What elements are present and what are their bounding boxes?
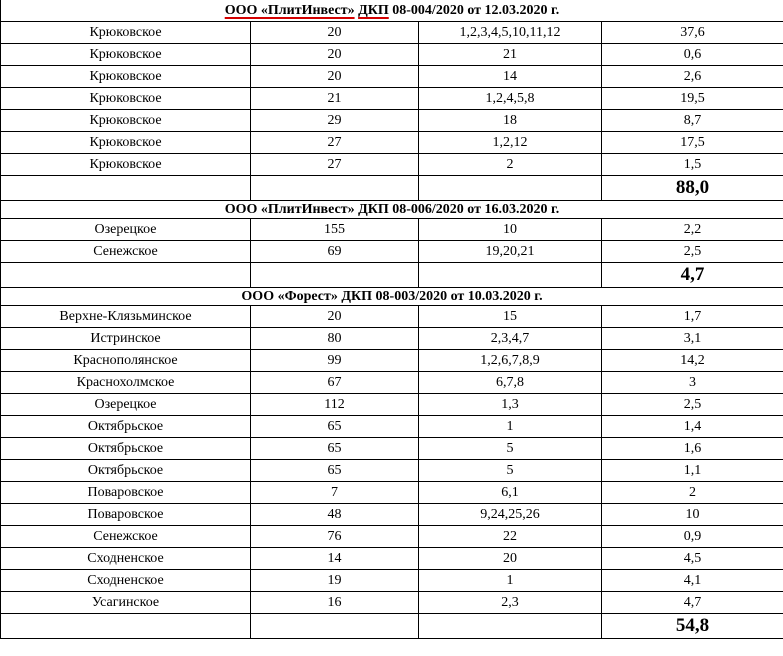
forestry-cell: Озерецкое (1, 394, 251, 416)
area-cell: 1,4 (602, 416, 783, 438)
plots-cell: 21 (419, 44, 602, 66)
total-area-cell: 4,7 (602, 263, 783, 288)
plots-cell: 2 (419, 154, 602, 176)
section-header (1, 288, 783, 306)
quarter-cell: 69 (251, 241, 419, 263)
forestry-cell: Крюковское (1, 44, 251, 66)
quarter-cell: 14 (251, 548, 419, 570)
empty-cell (251, 176, 419, 201)
plots-cell: 5 (419, 438, 602, 460)
plots-cell: 19,20,21 (419, 241, 602, 263)
plots-cell: 6,1 (419, 482, 602, 504)
table-row (1, 460, 783, 482)
quarter-cell: 112 (251, 394, 419, 416)
area-cell: 19,5 (602, 88, 783, 110)
area-cell: 14,2 (602, 350, 783, 372)
area-cell: 2,5 (602, 394, 783, 416)
forestry-cell: Поваровское (1, 482, 251, 504)
area-cell: 3 (602, 372, 783, 394)
table-row (1, 372, 783, 394)
quarter-cell: 67 (251, 372, 419, 394)
section-header-cell: ООО «ПлитИнвест» ДКП 08-006/2020 от 16.03.2020 г. (1, 201, 783, 219)
table-row (1, 504, 783, 526)
plots-cell: 1,2,6,7,8,9 (419, 350, 602, 372)
quarter-cell: 65 (251, 438, 419, 460)
plots-cell: 1 (419, 570, 602, 592)
empty-cell (1, 176, 251, 201)
plots-cell: 1,3 (419, 394, 602, 416)
forestry-cell: Верхне-Клязьминское (1, 306, 251, 328)
area-cell: 17,5 (602, 132, 783, 154)
section-header-cell (1, 0, 783, 22)
forestry-cell: Сенежское (1, 526, 251, 548)
quarter-cell: 29 (251, 110, 419, 132)
total-row (1, 176, 783, 201)
plots-cell: 5 (419, 460, 602, 482)
forestry-cell: Октябрьское (1, 438, 251, 460)
quarter-cell: 16 (251, 592, 419, 614)
forestry-cell: Крюковское (1, 22, 251, 44)
plots-cell: 2,3,4,7 (419, 328, 602, 350)
area-cell: 1,7 (602, 306, 783, 328)
table-row (1, 88, 783, 110)
quarter-cell: 99 (251, 350, 419, 372)
area-cell: 3,1 (602, 328, 783, 350)
quarter-cell: 27 (251, 154, 419, 176)
forestry-cell: Крюковское (1, 66, 251, 88)
total-area-cell: 88,0 (602, 176, 783, 201)
area-cell: 4,1 (602, 570, 783, 592)
empty-cell (419, 263, 602, 288)
quarter-cell: 48 (251, 504, 419, 526)
quarter-cell: 19 (251, 570, 419, 592)
table-row (1, 132, 783, 154)
area-cell: 2,6 (602, 66, 783, 88)
plots-cell: 20 (419, 548, 602, 570)
area-cell: 8,7 (602, 110, 783, 132)
company-name-underlined: ООО «ПлитИнвест» (224, 3, 355, 18)
quarter-cell: 76 (251, 526, 419, 548)
quarter-cell: 155 (251, 219, 419, 241)
plots-cell: 2,3 (419, 592, 602, 614)
table-row (1, 66, 783, 88)
plots-cell: 22 (419, 526, 602, 548)
plots-cell: 1,2,12 (419, 132, 602, 154)
table-row (1, 416, 783, 438)
area-cell: 2 (602, 482, 783, 504)
table-row (1, 592, 783, 614)
table-row (1, 482, 783, 504)
area-cell: 0,9 (602, 526, 783, 548)
section-header-cell: ООО «Форест» ДКП 08-003/2020 от 10.03.2020 г. (1, 288, 783, 306)
forestry-cell: Сенежское (1, 241, 251, 263)
table-row (1, 154, 783, 176)
table-row (1, 394, 783, 416)
plots-cell: 10 (419, 219, 602, 241)
empty-cell (251, 614, 419, 639)
area-cell: 2,2 (602, 219, 783, 241)
forestry-cell: Озерецкое (1, 219, 251, 241)
area-cell: 0,6 (602, 44, 783, 66)
plots-cell: 9,24,25,26 (419, 504, 602, 526)
quarter-cell: 20 (251, 66, 419, 88)
table-row (1, 306, 783, 328)
forestry-cell: Крюковское (1, 110, 251, 132)
table-row (1, 44, 783, 66)
table-row (1, 219, 783, 241)
forestry-cell: Краснохолмское (1, 372, 251, 394)
quarter-cell: 21 (251, 88, 419, 110)
area-cell: 1,1 (602, 460, 783, 482)
plots-cell: 18 (419, 110, 602, 132)
forestry-cell: Сходненское (1, 570, 251, 592)
forestry-cell: Истринское (1, 328, 251, 350)
quarter-cell: 20 (251, 22, 419, 44)
empty-cell (251, 263, 419, 288)
quarter-cell: 65 (251, 416, 419, 438)
table-row (1, 350, 783, 372)
area-cell: 4,7 (602, 592, 783, 614)
table-row (1, 526, 783, 548)
quarter-cell: 65 (251, 460, 419, 482)
forestry-cell: Сходненское (1, 548, 251, 570)
empty-cell (419, 614, 602, 639)
table-row (1, 22, 783, 44)
contract-details: 08-004/2020 от 12.03.2020 г. (392, 3, 560, 18)
area-cell: 1,5 (602, 154, 783, 176)
table-row (1, 548, 783, 570)
plots-cell: 14 (419, 66, 602, 88)
forestry-cell: Усагинское (1, 592, 251, 614)
plots-cell: 15 (419, 306, 602, 328)
plots-cell: 6,7,8 (419, 372, 602, 394)
section-header (1, 201, 783, 219)
empty-cell (419, 176, 602, 201)
doc-type-underlined: ДКП (358, 3, 389, 18)
total-row (1, 614, 783, 639)
forestry-cell: Краснополянское (1, 350, 251, 372)
table-row (1, 570, 783, 592)
quarter-cell: 20 (251, 306, 419, 328)
table-row (1, 241, 783, 263)
empty-cell (1, 263, 251, 288)
forestry-cell: Крюковское (1, 154, 251, 176)
area-cell: 1,6 (602, 438, 783, 460)
quarter-cell: 7 (251, 482, 419, 504)
area-cell: 10 (602, 504, 783, 526)
quarter-cell: 27 (251, 132, 419, 154)
area-cell: 4,5 (602, 548, 783, 570)
section-header (1, 0, 783, 22)
table-row (1, 438, 783, 460)
empty-cell (1, 614, 251, 639)
quarter-cell: 20 (251, 44, 419, 66)
table-row (1, 110, 783, 132)
total-area-cell: 54,8 (602, 614, 783, 639)
forestry-cell: Крюковское (1, 132, 251, 154)
area-cell: 2,5 (602, 241, 783, 263)
area-cell: 37,6 (602, 22, 783, 44)
plots-cell: 1 (419, 416, 602, 438)
forestry-cell: Октябрьское (1, 460, 251, 482)
table-row (1, 328, 783, 350)
quarter-cell: 80 (251, 328, 419, 350)
plots-cell: 1,2,3,4,5,10,11,12 (419, 22, 602, 44)
forestry-cell: Крюковское (1, 88, 251, 110)
total-row (1, 263, 783, 288)
forestry-cell: Поваровское (1, 504, 251, 526)
forestry-cell: Октябрьское (1, 416, 251, 438)
plots-cell: 1,2,4,5,8 (419, 88, 602, 110)
